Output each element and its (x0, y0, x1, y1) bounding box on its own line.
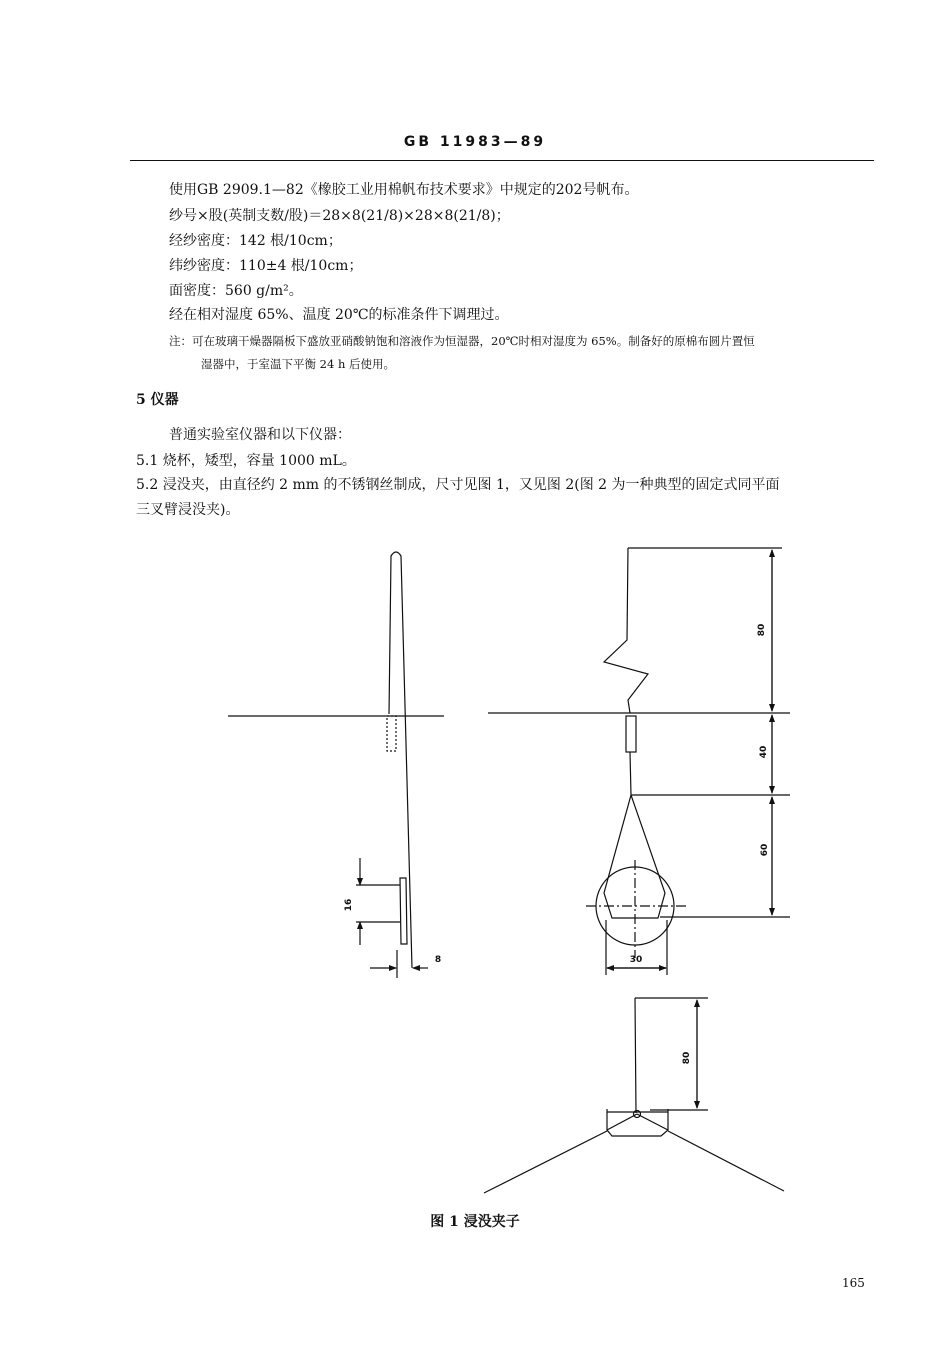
note-line-1: 注：可在玻璃干燥器隔板下盛放亚硝酸钠饱和溶液作为恒湿器，20℃时相对湿度为 65%。制备好的原棉布圆片置恒 (169, 334, 755, 348)
body-line-3: 经纱密度：142 根/10cm； (169, 233, 342, 249)
dim-8: 8 (434, 955, 442, 965)
item-5-2-line-2: 三叉臂浸没夹)。 (136, 502, 240, 518)
side-view (228, 552, 444, 978)
page-number: 165 (842, 1276, 865, 1290)
section-intro: 普通实验室仪器和以下仪器： (169, 427, 351, 443)
body-line-2: 纱号×股(英制支数/股)＝28×8(21/8)×28×8(21/8)； (169, 208, 510, 224)
dim-80-bottom: 80 (682, 1051, 692, 1065)
note-line-2: 湿器中，于室温下平衡 24 h 后使用。 (201, 357, 396, 371)
top-view (484, 998, 784, 1193)
front-view (488, 548, 790, 975)
body-line-5: 面密度：560 g/m²。 (169, 283, 303, 299)
body-line-4: 纬纱密度：110±4 根/10cm； (169, 258, 363, 274)
dim-40: 40 (759, 745, 769, 759)
item-5-1: 5.1 烧杯，矮型，容量 1000 mL。 (136, 453, 356, 469)
body-line-6: 经在相对湿度 65%、温度 20℃的标准条件下调理过。 (169, 307, 509, 323)
figure-caption: 图 1 浸没夹子 (430, 1214, 520, 1230)
dim-30: 30 (629, 955, 643, 965)
standard-number-header: GB 11983—89 (403, 134, 547, 150)
section-title: 5 仪器 (136, 392, 179, 408)
dim-80-top: 80 (757, 623, 767, 637)
body-line-1: 使用GB 2909.1—82《橡胶工业用棉帆布技术要求》中规定的202号帆布。 (169, 182, 639, 198)
item-5-2-line-1: 5.2 浸没夹，由直径约 2 mm 的不锈钢丝制成，尺寸见图 1，又见图 2(图 2 为一种典型的固定式同平面 (136, 477, 780, 493)
dim-60: 60 (760, 843, 770, 857)
dim-16: 16 (344, 898, 354, 912)
